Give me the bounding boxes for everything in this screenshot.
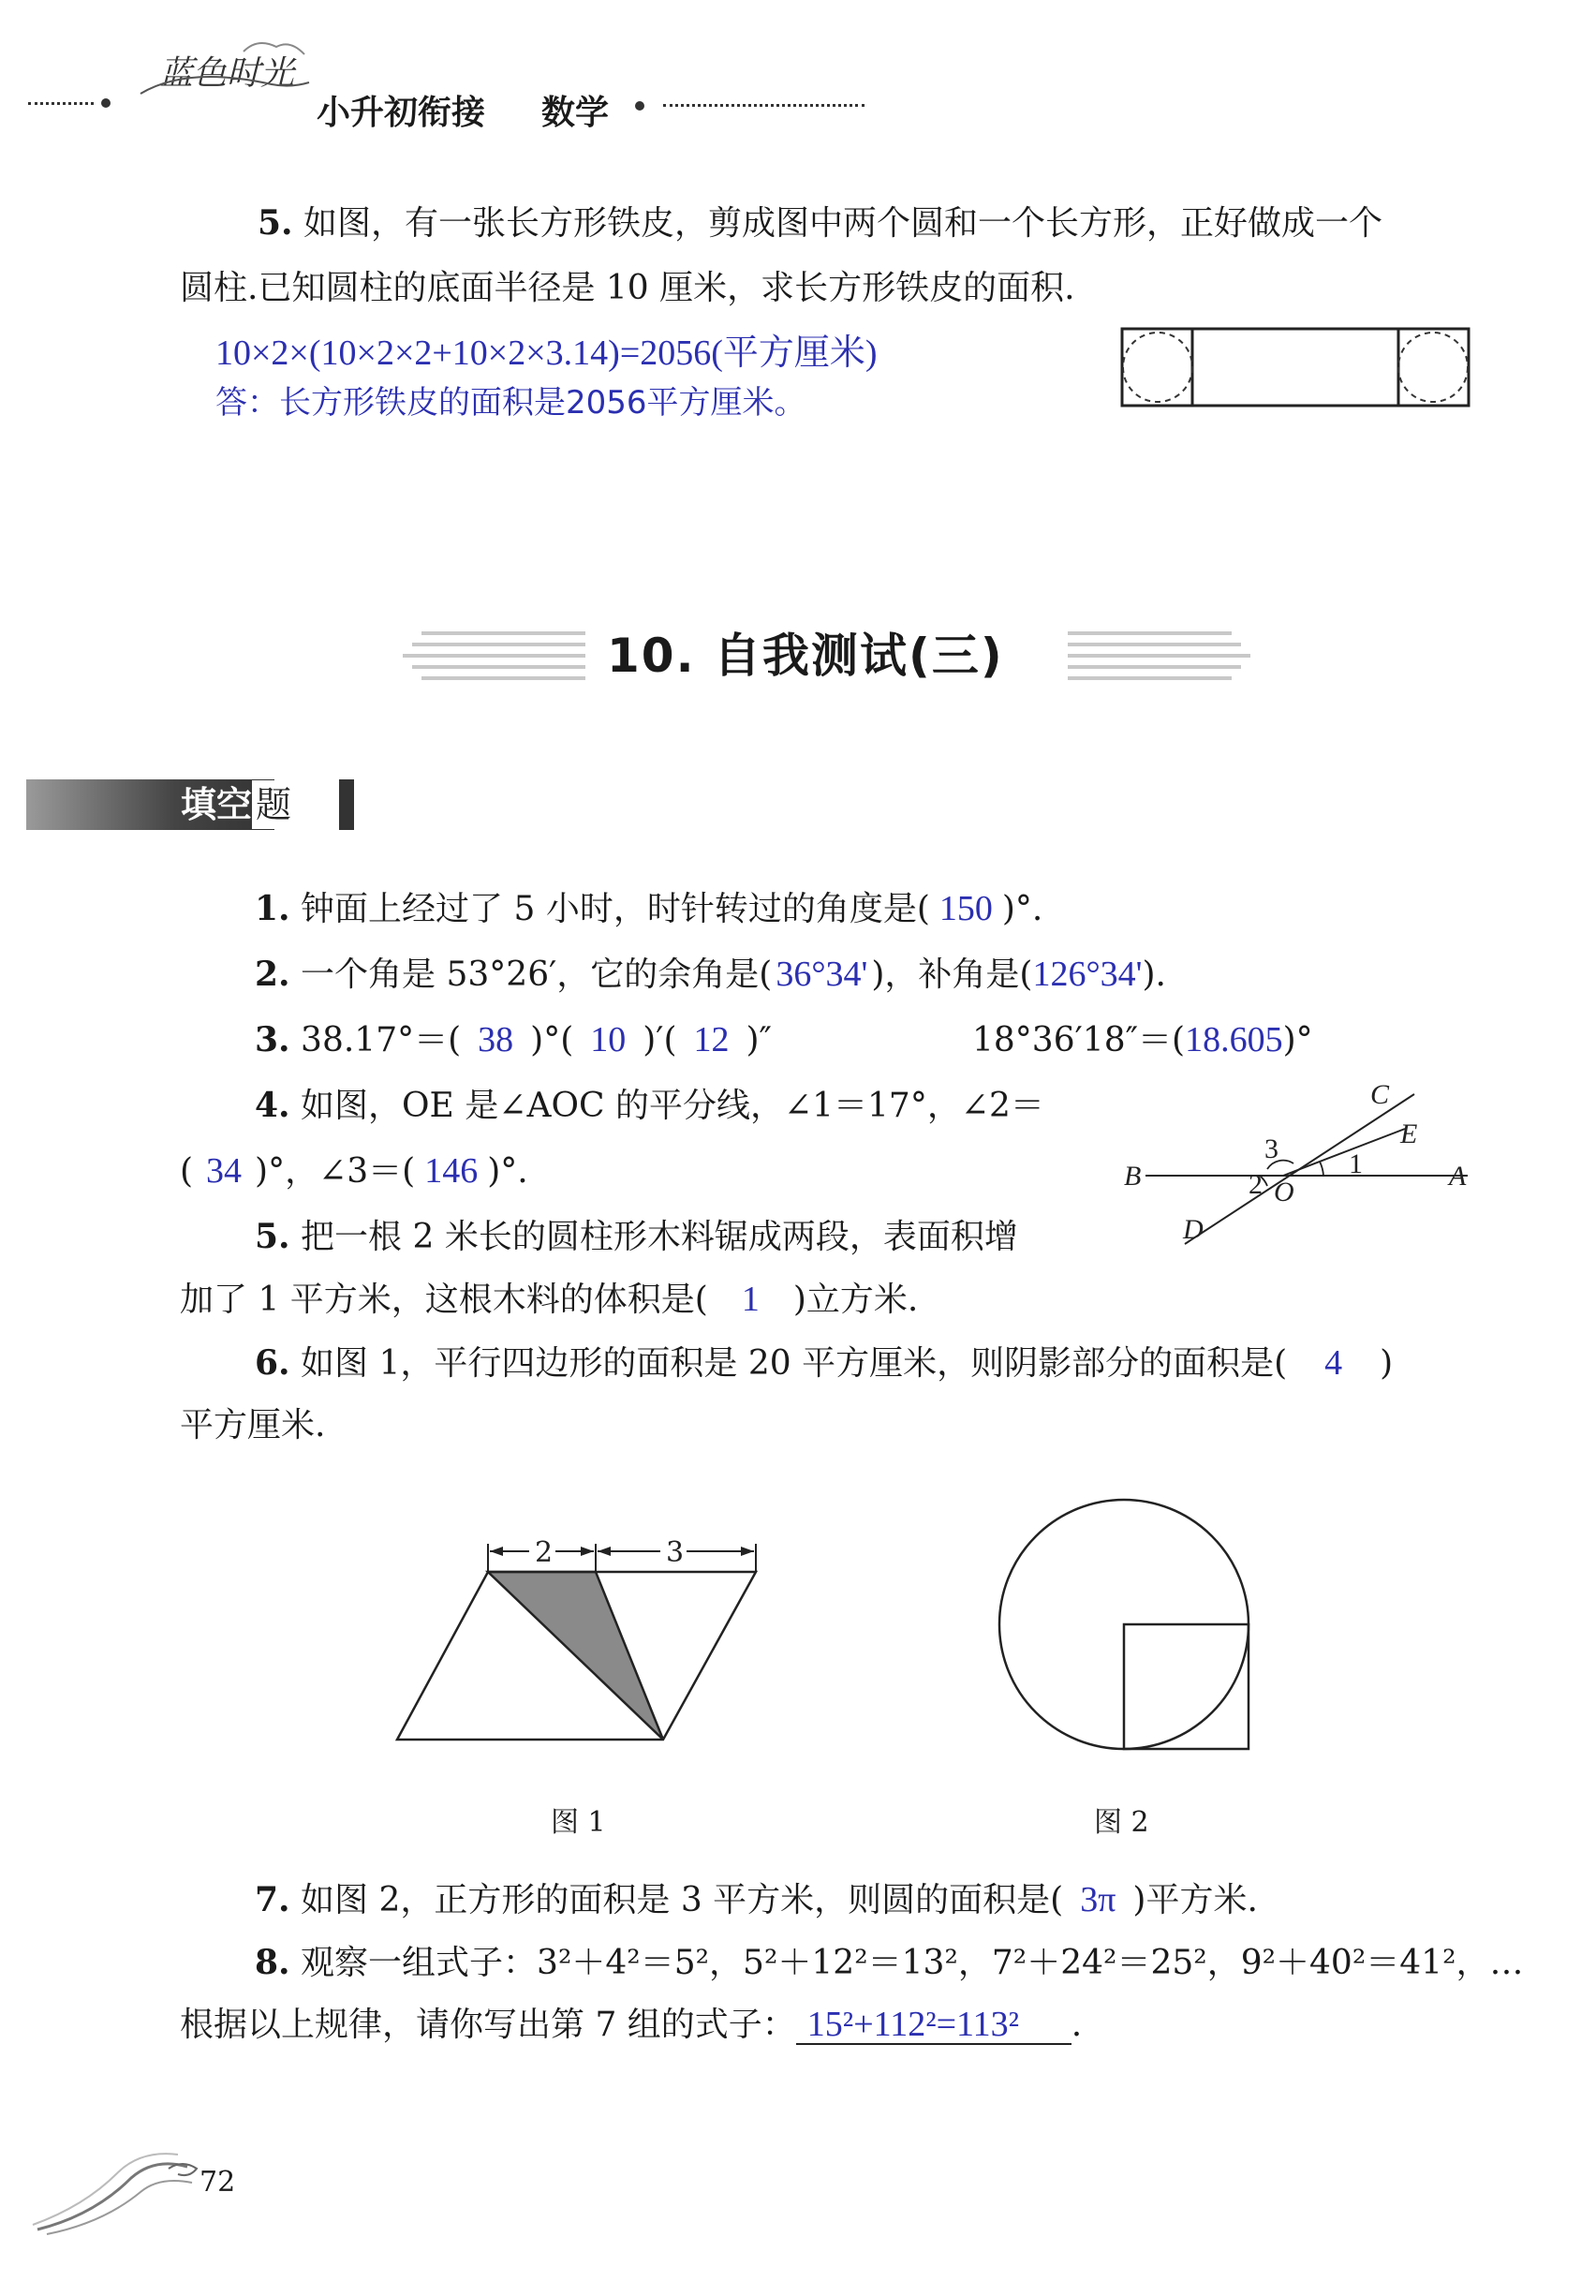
q7-number: 7. — [255, 1880, 290, 1919]
q3-text: 38.17°＝( — [301, 1021, 462, 1059]
line-OE — [1283, 1129, 1405, 1176]
q3b-answer: 18.605 — [1185, 1020, 1283, 1059]
q6-number: 6. — [255, 1343, 290, 1383]
header-dots-left — [28, 102, 94, 105]
question-2 — [255, 951, 1166, 999]
header-dot — [101, 98, 111, 108]
question-4-line2 — [180, 1148, 528, 1195]
q8-text: 观察一组式子：3²＋4²＝5²，5²＋12²＝13²，7²＋24²＝25²，9²＋40²＝41²，… — [301, 1944, 1524, 1982]
q2-text-mid: )，补角是( — [871, 955, 1033, 994]
arrow-2b — [741, 1547, 754, 1556]
problem5-answer-calc: 10×2×(10×2×2+10×2×3.14)=2056(平方厘米) — [215, 333, 878, 373]
question-3b — [972, 1016, 1313, 1064]
q2-text-end: ). — [1142, 955, 1167, 994]
question-5-line2 — [180, 1276, 918, 1324]
iron-sheet-figure — [1119, 326, 1475, 412]
problem5-number: 5. — [258, 203, 293, 243]
figure-2-caption: 图 2 — [1094, 1806, 1149, 1839]
q3-answer-minutes: 10 — [590, 1020, 627, 1059]
dim-label-2: 2 — [535, 1536, 554, 1569]
q4-text: 如图，OE 是∠AOC 的平分线，∠1＝17°，∠2＝ — [301, 1087, 1044, 1125]
problem5-text1: 如图，有一张长方形铁皮，剪成图中两个圆和一个长方形，正好做成一个 — [303, 204, 1383, 243]
figure-1-parallelogram — [389, 1527, 782, 1756]
q8-answer: 15²+112²=113² — [796, 2006, 1071, 2045]
dim-label-3: 3 — [666, 1536, 685, 1569]
q5-number: 5. — [255, 1217, 290, 1256]
q5-answer: 1 — [741, 1280, 760, 1319]
q5-text-2: 加了 1 平方米，这根木料的体积是( — [180, 1281, 708, 1319]
q4-number: 4. — [255, 1086, 290, 1125]
q1-number: 1. — [255, 889, 290, 928]
q4-answer2: 146 — [424, 1151, 479, 1191]
figure-2-circle-square — [993, 1494, 1255, 1756]
q3-answer-seconds: 12 — [693, 1020, 730, 1059]
q6-text: 如图 1，平行四边形的面积是 20 平方厘米，则阴影部分的面积是( — [301, 1344, 1288, 1383]
question-4-line1 — [255, 1082, 1044, 1130]
q2-text: 一个角是 53°26′，它的余角是( — [301, 955, 773, 994]
wave-decoration — [28, 2140, 206, 2244]
arrow-2a — [598, 1547, 611, 1556]
question-6 — [255, 1340, 1393, 1387]
q1-answer: 150 — [938, 889, 993, 928]
category-bar-end — [339, 779, 354, 830]
label-O: O — [1274, 1177, 1294, 1207]
q3b-text-end: )° — [1282, 1021, 1313, 1059]
right-circle — [1398, 333, 1468, 402]
header-dot-right — [635, 101, 644, 111]
title-banner-left — [403, 626, 590, 682]
logo-swoosh — [131, 28, 318, 103]
label-C: C — [1370, 1079, 1390, 1110]
category-label-rest: 题 — [252, 780, 295, 829]
q4-text-2: ( — [180, 1152, 194, 1191]
q7-answer: 3π — [1080, 1880, 1116, 1919]
q3-text-2: )°( — [530, 1021, 574, 1059]
header-book-title: 小升初衔接 — [317, 93, 486, 132]
question-8-line2 — [180, 2002, 1082, 2049]
question-5-line1 — [255, 1213, 1018, 1261]
label-B: B — [1124, 1161, 1142, 1192]
q8-text-end: . — [1071, 2006, 1083, 2044]
q3-answer-degrees: 38 — [478, 1020, 514, 1059]
q3-number: 3. — [255, 1020, 290, 1059]
label-3: 3 — [1264, 1133, 1278, 1164]
header-logo: 蓝色时光 — [159, 54, 295, 93]
q6-answer: 4 — [1324, 1343, 1343, 1383]
shaded-triangle — [488, 1572, 663, 1740]
problem5-line2 — [180, 265, 1075, 312]
arrow-1a — [490, 1547, 503, 1556]
title-banner-right — [1063, 626, 1250, 682]
left-circle — [1123, 333, 1192, 402]
question-8-line1 — [255, 1939, 1524, 1987]
q5-text: 把一根 2 米长的圆柱形木料锯成两段，表面积增 — [301, 1218, 1018, 1256]
q4-text-3: )°，∠3＝( — [255, 1152, 416, 1191]
problem5-answer-text: 答：长方形铁皮的面积是2056平方厘米。 — [215, 384, 806, 422]
q8-number: 8. — [255, 1943, 290, 1982]
q4-answer1: 34 — [206, 1151, 243, 1191]
question-7 — [255, 1876, 1258, 1924]
question-6-line2 — [180, 1402, 325, 1449]
question-1 — [255, 885, 1042, 933]
problem5-text2: 圆柱.已知圆柱的底面半径是 10 厘米，求长方形铁皮的面积. — [180, 269, 1075, 307]
page-number: 72 — [200, 2166, 236, 2199]
q2-answer2: 126°34' — [1032, 955, 1143, 994]
problem5-line1 — [258, 200, 1382, 247]
q7-text-end: )平方米. — [1132, 1881, 1258, 1919]
label-2: 2 — [1249, 1169, 1263, 1200]
figure-1-caption: 图 1 — [551, 1806, 606, 1839]
q6-text-end: ) — [1380, 1344, 1394, 1383]
q6-text-2: 平方厘米. — [180, 1406, 326, 1444]
label-D: D — [1183, 1214, 1204, 1245]
category-label — [181, 780, 295, 829]
q3b-text: 18°36′18″＝( — [972, 1021, 1186, 1059]
arrow-1b — [581, 1547, 594, 1556]
label-1: 1 — [1349, 1148, 1363, 1179]
header-dots-right — [663, 104, 864, 107]
q7-text: 如图 2，正方形的面积是 3 平方米，则圆的面积是( — [301, 1881, 1064, 1919]
header-subject: 数学 — [541, 93, 610, 132]
question-3 — [255, 1016, 772, 1064]
square — [1124, 1624, 1249, 1749]
q3-text-3: )′( — [643, 1021, 677, 1059]
q4-text-end: )°. — [487, 1152, 528, 1191]
q5-text-end: )立方米. — [792, 1281, 919, 1319]
q2-answer1: 36°34' — [776, 955, 868, 994]
q1-text-end: )°. — [1001, 890, 1043, 928]
label-E: E — [1400, 1118, 1418, 1149]
angle-figure — [1119, 1077, 1494, 1251]
label-A: A — [1449, 1161, 1467, 1192]
section-title: 10. 自我测试(三) — [607, 629, 1004, 683]
q3-text-4: )″ — [746, 1021, 773, 1059]
q2-number: 2. — [255, 955, 290, 994]
arc-angle-1 — [1320, 1162, 1323, 1176]
category-label-bold: 填空 — [181, 784, 253, 825]
q8-text-2: 根据以上规律，请你写出第 7 组的式子： — [180, 2006, 796, 2044]
q1-text: 钟面上经过了 5 小时，时针转过的角度是( — [301, 890, 930, 928]
sheet-outline — [1122, 329, 1469, 406]
